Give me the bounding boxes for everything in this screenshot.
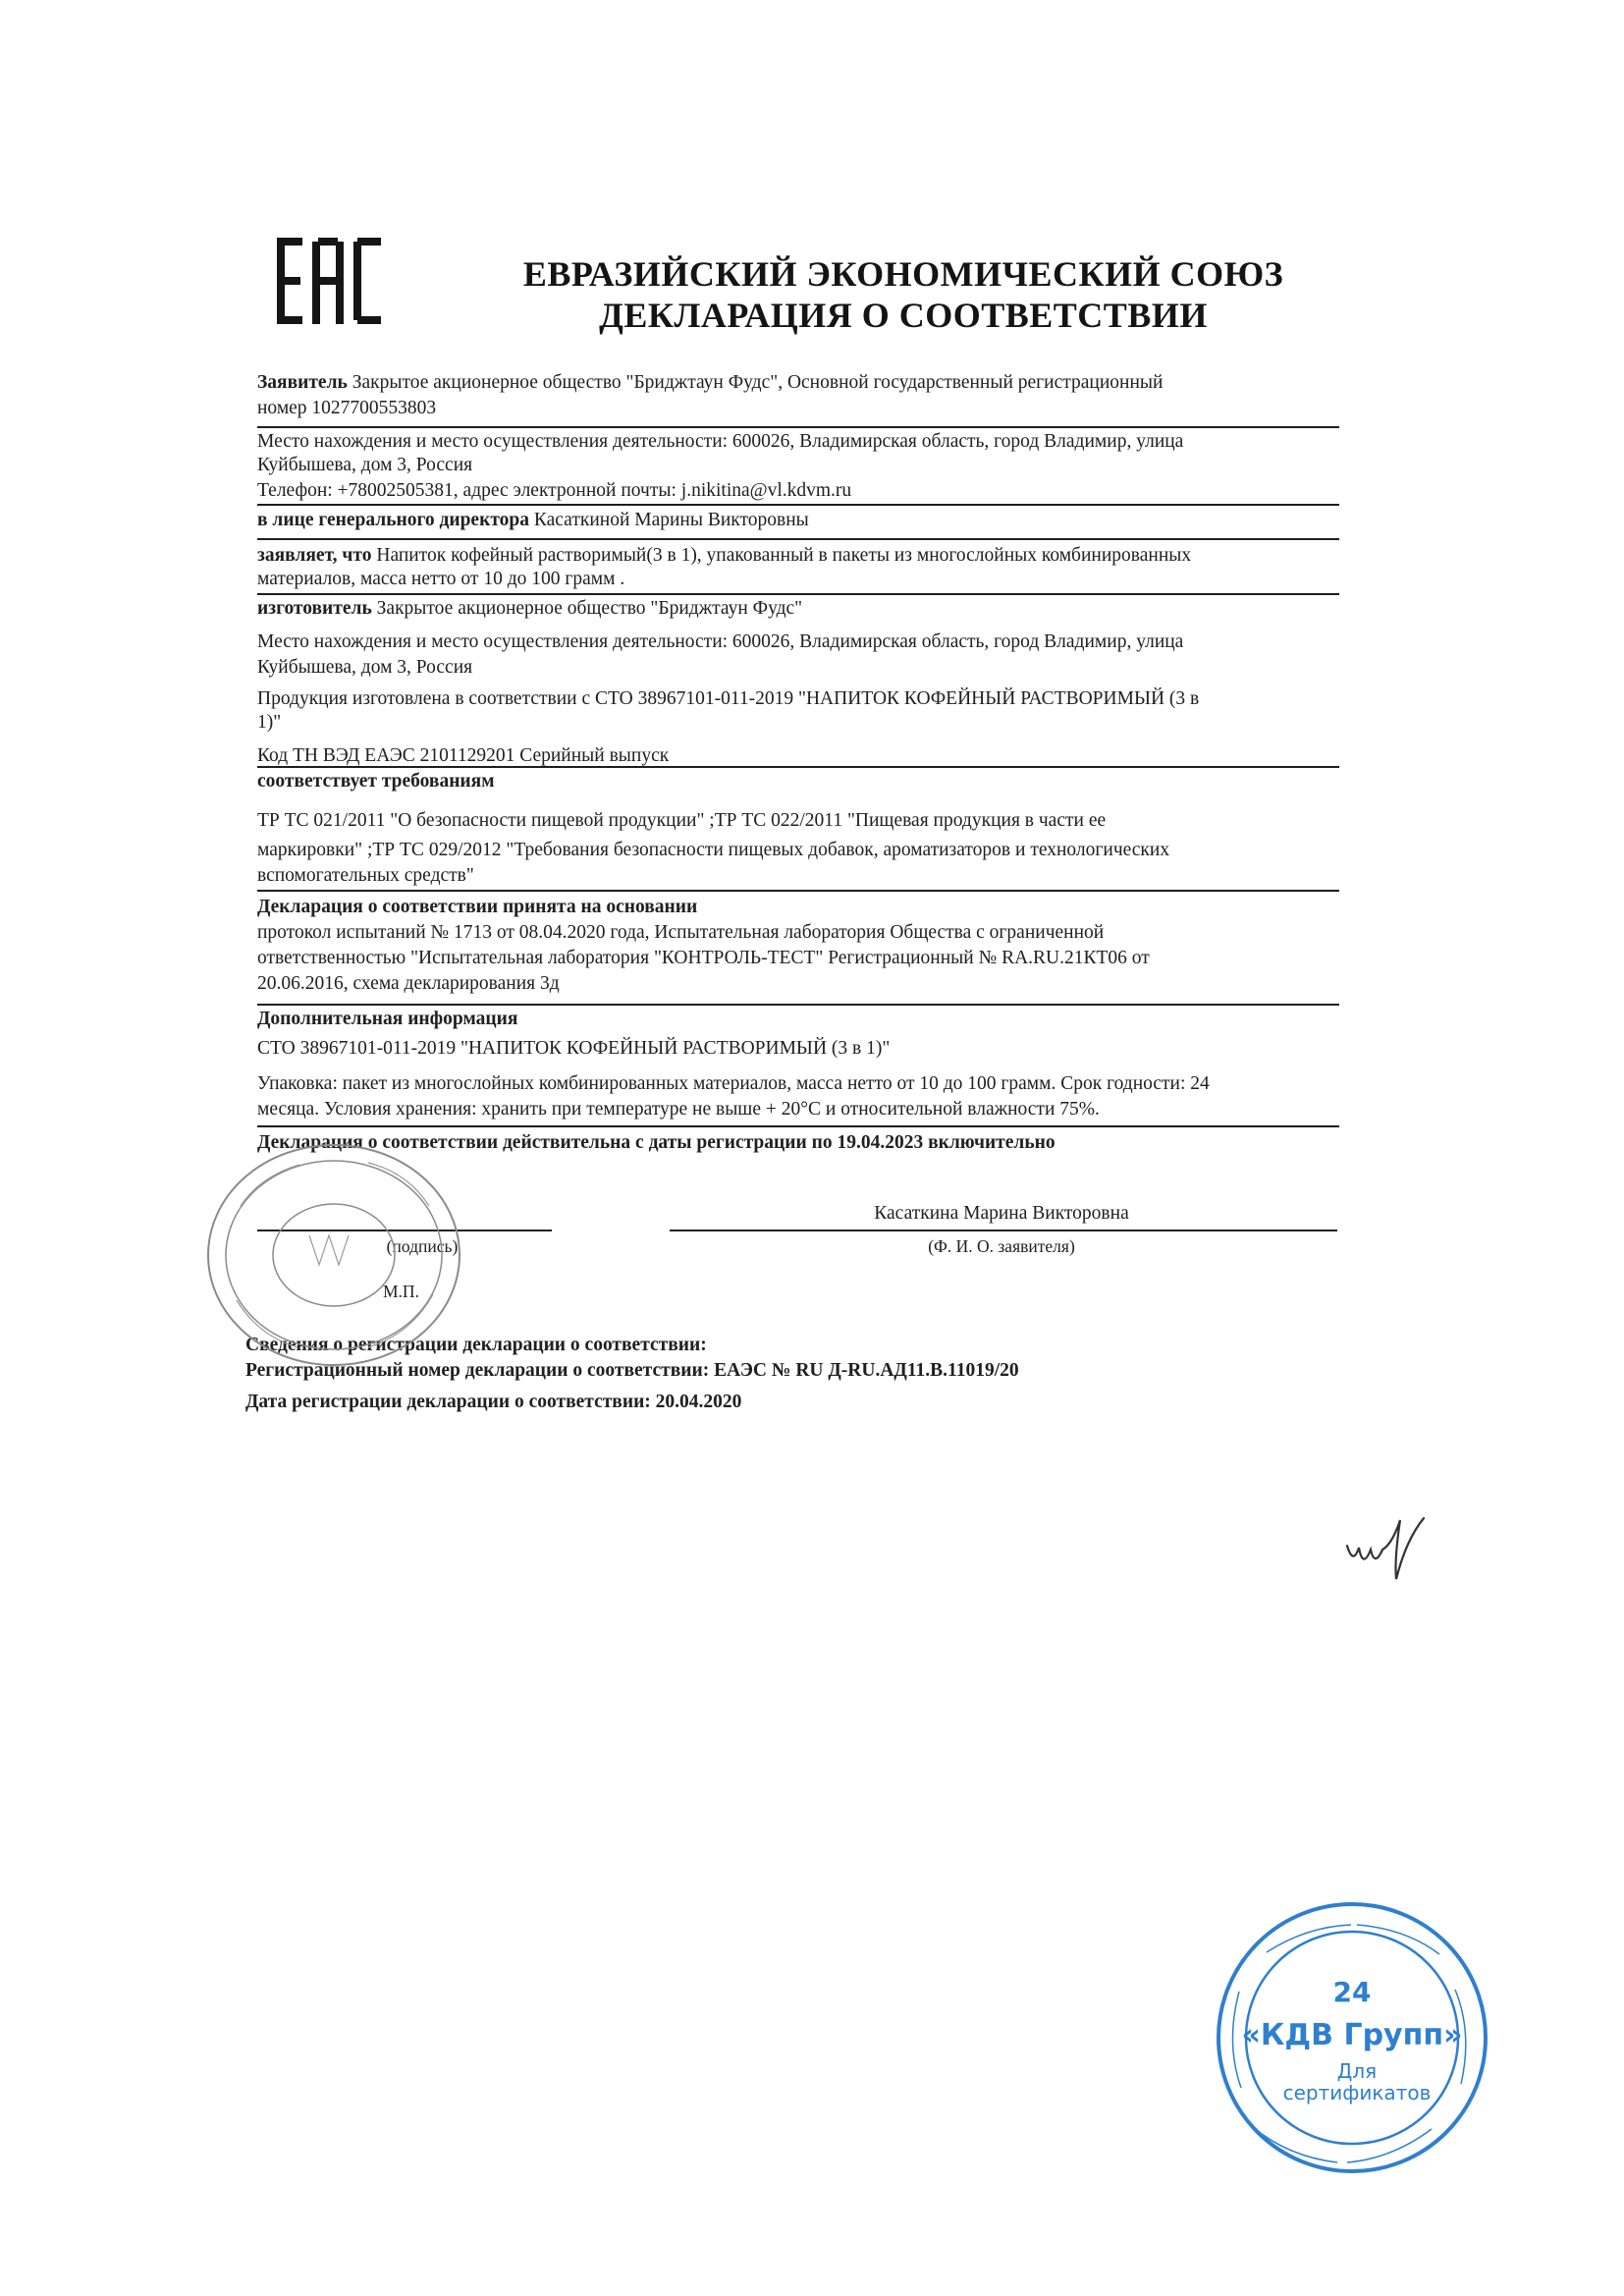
company-stamp [1210,1895,1494,2180]
location-line-2: Куйбышева, дом 3, Россия [257,455,473,475]
divider [257,890,1339,892]
applicant-line-2: номер 1027700553803 [257,398,437,418]
manufacturer-location-2: Куйбышева, дом 3, Россия [257,657,473,678]
manufacturer-value: Закрытое акционерное общество "Бриджтаун Фудс" [376,598,803,619]
declares-line-2: материалов, масса нетто от 10 до 100 грамм . [257,569,625,589]
registration-number: Регистрационный номер декларации о соответствии: ЕАЭС № RU Д-RU.АД11.В.11019/20 [245,1360,1019,1381]
representative-line [257,507,1337,533]
additional-line-2: Упаковка: пакет из многослойных комбинированных материалов, масса нетто от 10 до 100 грамм. Срок годности: 24 [257,1073,1210,1094]
divider [257,504,1339,506]
location-line-1: Место нахождения и место осуществления деятельности: 600026, Владимирская область, город Владимир, улица [257,431,1184,452]
representative-value: Касаткиной Марины Викторовны [533,510,809,530]
handwritten-initials [1343,1512,1432,1581]
divider [257,1125,1339,1127]
applicant-line-1 [257,369,1337,396]
basis-line-1: протокол испытаний № 1713 от 08.04.2020 года, Испытательная лаборатория Общества с ограниченной [257,922,1105,943]
document-title: ДЕКЛАРАЦИЯ О СООТВЕТСТВИИ [599,296,1208,335]
requirements-line-2: маркировки" ;ТР ТС 029/2012 "Требования безопасности пищевых добавок, ароматизаторов и технологических [257,840,1170,860]
applicant-seal [201,1137,466,1373]
union-title: ЕВРАЗИЙСКИЙ ЭКОНОМИЧЕСКИЙ СОЮЗ [522,254,1284,294]
applicant-label: Заявитель [257,372,348,393]
name-line [670,1230,1337,1231]
declares-line-1 [257,542,1337,569]
requirements-label: соответствует требованиям [257,771,495,792]
product-standard-2: 1)" [257,712,282,733]
registration-date: Дата регистрации декларации о соответствии: 20.04.2020 [245,1392,742,1412]
declares-value: Напиток кофейный растворимый(3 в 1), упакованный в пакеты из многослойных комбинированных [376,545,1192,566]
eac-logo [275,234,385,328]
representative-label: в лице генерального директора [257,510,529,530]
stamp-number: 24 [1332,1976,1372,2008]
basis-line-3: 20.06.2016, схема декларирования 3д [257,973,560,994]
registration-heading: Сведения о регистрации декларации о соответствии: [245,1335,707,1355]
signature-caption: (подпись) [386,1236,459,1256]
seal-mark: М.П. [383,1282,419,1301]
product-code: Код ТН ВЭД ЕАЭС 2101129201 Серийный выпуск [257,745,670,766]
manufacturer-line [257,595,1337,622]
additional-label: Дополнительная информация [257,1009,518,1029]
basis-label: Декларация о соответствии принята на основании [257,897,698,917]
stamp-purpose-1: Для [1336,2059,1378,2083]
applicant-value: Закрытое акционерное общество "Бриджтаун Фудс", Основной государственный регистрационный [352,372,1164,393]
manufacturer-location-1: Место нахождения и место осуществления деятельности: 600026, Владимирская область, город Владимир, улица [257,631,1184,652]
stamp-org: «КДВ Групп» [1241,2018,1463,2052]
manufacturer-label: изготовитель [257,598,372,619]
name-caption: (Ф. И. О. заявителя) [928,1236,1075,1256]
basis-line-2: ответственностью "Испытательная лаборатория "КОНТРОЛЬ-ТЕСТ" Регистрационный № RA.RU.21КТ06 от [257,948,1150,968]
requirements-line-3: вспомогательных средств" [257,865,474,886]
requirements-line-1: ТР ТС 021/2011 "О безопасности пищевой продукции" ;ТР ТС 022/2011 "Пищевая продукция в части ее [257,810,1107,831]
contacts-line: Телефон: +78002505381, адрес электронной почты: j.nikitina@vl.kdvm.ru [257,480,852,501]
divider [257,538,1339,540]
additional-line-1: СТО 38967101-011-2019 "НАПИТОК КОФЕЙНЫЙ РАСТВОРИМЫЙ (3 в 1)" [257,1038,891,1059]
declares-label: заявляет, что [257,545,372,566]
validity-statement: Декларация о соответствии действительна с даты регистрации по 19.04.2023 включительно [257,1132,1056,1153]
stamp-purpose-2: сертификатов [1282,2081,1432,2105]
product-standard-1: Продукция изготовлена в соответствии с СТО 38967101-011-2019 "НАПИТОК КОФЕЙНЫЙ РАСТВОРИМЫЙ (3 в [257,688,1200,709]
additional-line-3: месяца. Условия хранения: хранить при температуре не выше + 20°С и относительной влажности 75%. [257,1099,1100,1120]
signatory-name: Касаткина Марина Викторовна [874,1203,1129,1224]
